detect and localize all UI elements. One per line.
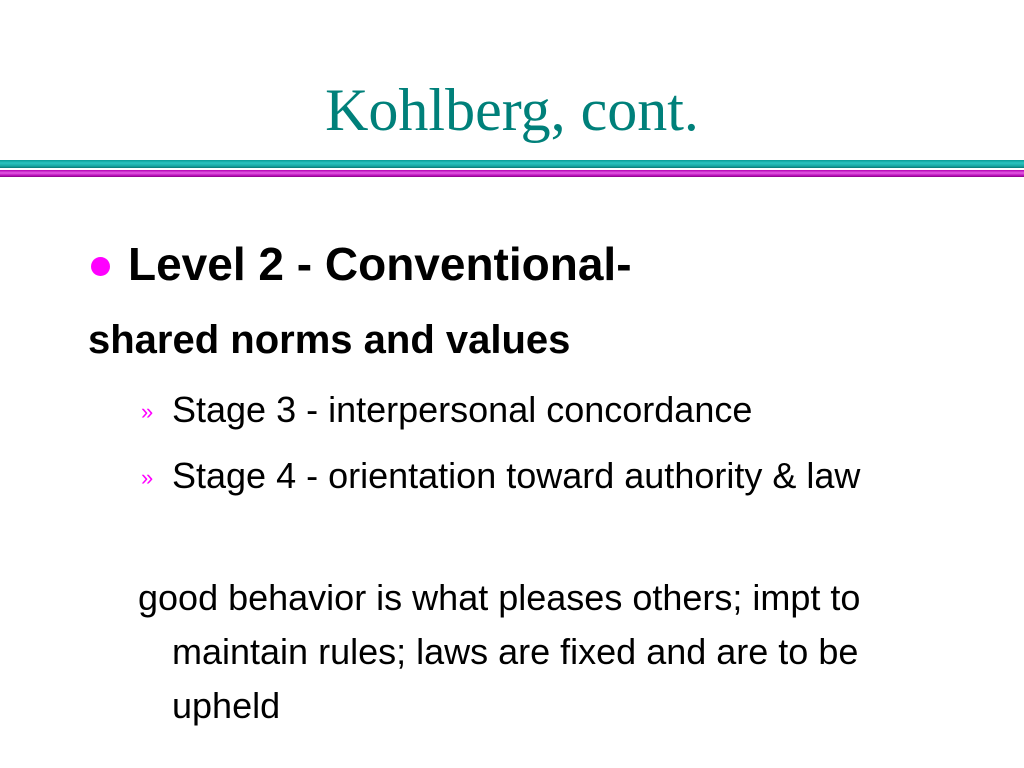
level-subheading: shared norms and values [88, 318, 571, 362]
stage-3-chevron-icon: » [141, 399, 154, 424]
level-heading: Level 2 - Conventional- [128, 238, 632, 290]
bullet-dot-icon [91, 257, 110, 276]
title-divider-magenta [0, 170, 1024, 177]
title-divider-teal [0, 160, 1024, 168]
stage-4-chevron-icon: » [141, 465, 154, 490]
behavior-note: good behavior is what pleases others; impt to maintain rules; laws are fixed and are to be upheld [138, 577, 861, 726]
stage-4-text: Stage 4 - orientation toward authority & law [172, 455, 861, 496]
slide-title: Kohlberg, cont. [325, 77, 699, 143]
stage-3-text: Stage 3 - interpersonal concordance [172, 389, 753, 430]
